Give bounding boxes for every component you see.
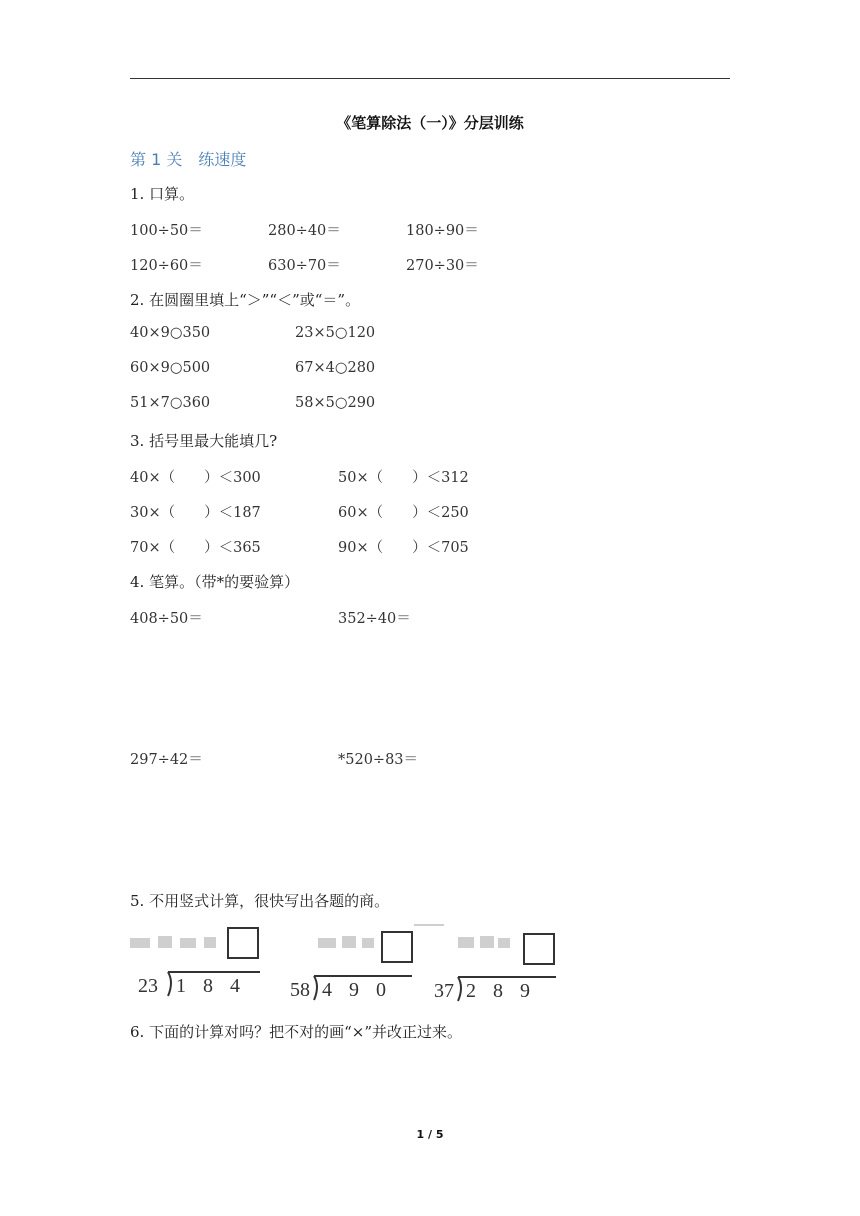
q1-item: 630÷70＝ xyxy=(268,258,341,274)
question-4-title: 4. 笔算。（带*的要验算） xyxy=(130,573,300,591)
q4-item: *520÷83＝ xyxy=(338,752,419,768)
q4-item: 297÷42＝ xyxy=(130,752,203,768)
answer-box xyxy=(228,928,258,958)
answer-box xyxy=(382,932,412,962)
page-number: 1 / 5 xyxy=(416,1128,444,1141)
q2-item: 40×9○350 xyxy=(130,325,211,341)
q3-item: 90×（ ）＜705 xyxy=(338,540,469,556)
question-2-title: 2. 在圆圈里填上“＞”“＜”或“＝”。 xyxy=(130,291,361,309)
divisor: 23 xyxy=(138,975,158,997)
page-title: 《笔算除法（一）》分层训练 xyxy=(336,114,524,132)
question-1-title: 1. 口算。 xyxy=(130,185,195,203)
q3-item: 30×（ ）＜187 xyxy=(130,505,261,521)
q2-item: 58×5○290 xyxy=(295,395,376,411)
q1-item: 280÷40＝ xyxy=(268,223,341,239)
q1-item: 270÷30＝ xyxy=(406,258,479,274)
q2-item: 51×7○360 xyxy=(130,395,211,411)
q1-item: 100÷50＝ xyxy=(130,223,203,239)
question-6-title: 6. 下面的计算对吗？把不对的画“×”并改正过来。 xyxy=(130,1023,462,1041)
question-3-title: 3. 括号里最大能填几? xyxy=(130,432,278,450)
answer-box xyxy=(524,934,554,964)
q2-item: 23×5○120 xyxy=(295,325,376,341)
divisor: 37 xyxy=(434,980,454,1002)
q2-item: 67×4○280 xyxy=(295,360,376,376)
q3-item: 60×（ ）＜250 xyxy=(338,505,469,521)
q4-item: 352÷40＝ xyxy=(338,611,411,627)
divisor: 58 xyxy=(290,979,310,1001)
q3-item: 40×（ ）＜300 xyxy=(130,470,261,486)
header-rule xyxy=(130,78,730,79)
level-heading: 第 1 关 练速度 xyxy=(130,150,247,169)
q2-item: 60×9○500 xyxy=(130,360,211,376)
q3-item: 70×（ ）＜365 xyxy=(130,540,261,556)
q1-item: 180÷90＝ xyxy=(406,223,479,239)
q3-item: 50×（ ）＜312 xyxy=(338,470,469,486)
dividend: 4 9 0 xyxy=(322,979,392,1001)
long-division-scan xyxy=(128,924,568,1004)
dividend: 2 8 9 xyxy=(466,980,536,1002)
q1-item: 120÷60＝ xyxy=(130,258,203,274)
dividend: 1 8 4 xyxy=(176,975,246,997)
question-5-title: 5. 不用竖式计算，很快写出各题的商。 xyxy=(130,892,390,910)
q4-item: 408÷50＝ xyxy=(130,611,203,627)
